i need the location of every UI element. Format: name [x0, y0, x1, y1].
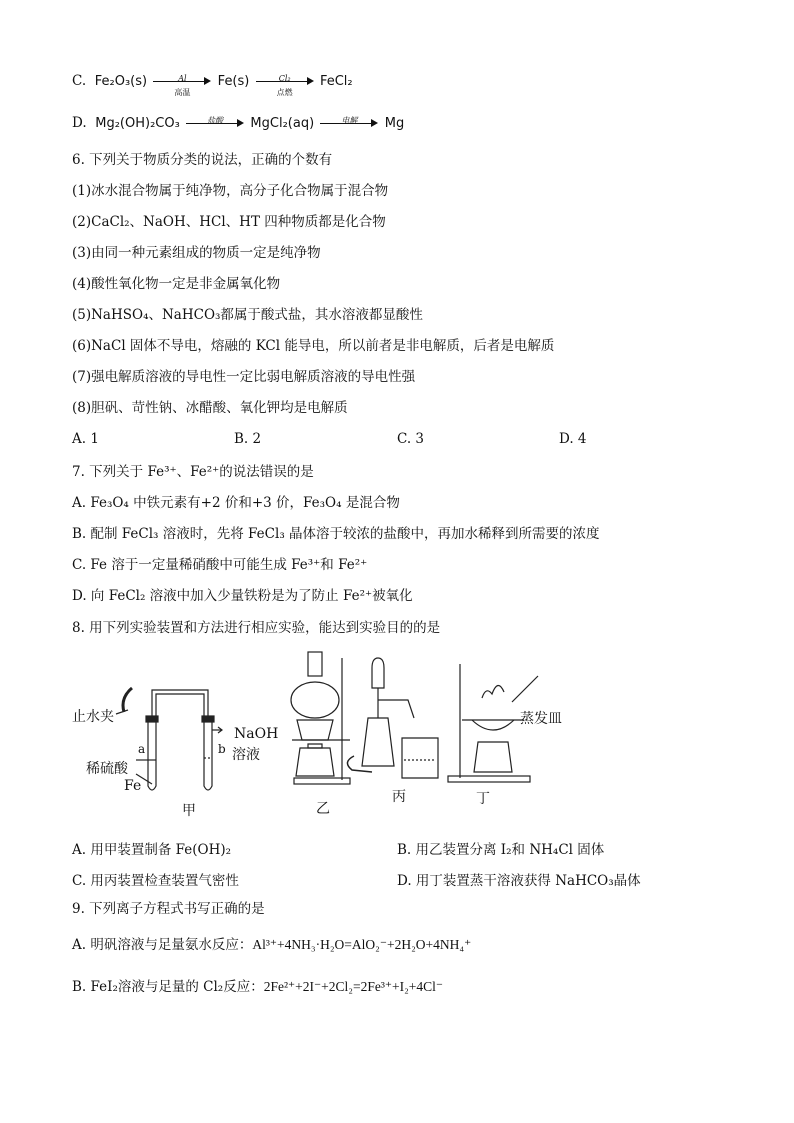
figure-label-yi: 乙	[316, 801, 330, 817]
question-6-stem: 6. 下列关于物质分类的说法，正确的个数有	[72, 152, 333, 168]
option-c-product: FeCl₂	[319, 74, 353, 89]
arrow-condition-top: Al	[178, 73, 187, 83]
option-d-reactant: Mg₂(OH)₂CO₃	[95, 116, 180, 131]
option-c-label: C.	[72, 73, 87, 89]
arrow-condition-bottom: 点燃	[276, 87, 293, 97]
question-8-option-d[interactable]: D. 用丁装置蒸干溶液获得 NaHCO₃晶体	[397, 873, 641, 889]
question-6-option-c[interactable]: C. 3	[397, 431, 425, 447]
option-c-mid: Fe(s)	[217, 74, 250, 89]
question-8-option-c[interactable]: C. 用丙装置检查装置气密性	[72, 873, 239, 889]
reaction-arrow-3	[186, 115, 244, 133]
option-c-line	[72, 72, 353, 97]
figure-label-bing: 丙	[392, 789, 406, 805]
question-8-option-b[interactable]: B. 用乙装置分离 I₂和 NH₄Cl 固体	[397, 842, 605, 858]
reaction-arrow-1	[153, 73, 211, 97]
question-8-stem: 8. 用下列实验装置和方法进行相应实验，能达到实验目的的是	[72, 620, 441, 636]
question-9-option-b-equation: 2Fe²⁺+2I⁻+2Cl₂=2Fe³⁺+I₂+4Cl⁻	[263, 979, 444, 994]
figure-label-solution: 溶液	[232, 747, 260, 763]
question-6-item: (7)强电解质溶液的导电性一定比弱电解质溶液的导电性强	[72, 369, 416, 385]
question-6-item: (3)由同一种元素组成的物质一定是纯净物	[72, 245, 321, 261]
arrow-condition-top: 盐酸	[207, 115, 224, 125]
option-d-label: D.	[72, 115, 87, 131]
arrow-condition-bottom: 高温	[174, 87, 191, 97]
figure-label-a: a	[138, 742, 146, 756]
apparatus-drawing	[72, 648, 592, 823]
figure-label-jia: 甲	[182, 803, 196, 819]
figure-label-ding: 丁	[476, 791, 490, 807]
question-6-item: (5)NaHSO₄、NaHCO₃都属于酸式盐，其水溶液都显酸性	[72, 307, 423, 323]
question-6-item: (4)酸性氧化物一定是非金属氧化物	[72, 276, 281, 292]
question-6-item: (6)NaCl 固体不导电，熔融的 KCl 能导电，所以前者是非电解质，后者是电解质	[72, 338, 555, 354]
question-9-option-b-label: B. FeI₂溶液与足量的 Cl₂反应：	[72, 979, 264, 995]
question-6-item: (8)胆矾、苛性钠、冰醋酸、氧化钾均是电解质	[72, 400, 348, 416]
question-6-option-a[interactable]: A. 1	[72, 431, 99, 447]
question-6-option-b[interactable]: B. 2	[234, 431, 262, 447]
option-d-line	[72, 114, 404, 133]
question-7-option-c[interactable]: C. Fe 溶于一定量稀硝酸中可能生成 Fe³⁺和 Fe²⁺	[72, 557, 368, 573]
question-7-stem: 7. 下列关于 Fe³⁺、Fe²⁺的说法错误的是	[72, 464, 314, 480]
question-9-stem: 9. 下列离子方程式书写正确的是	[72, 901, 265, 917]
figure-label-acid: 稀硫酸	[86, 761, 128, 777]
question-7-option-a[interactable]: A. Fe₃O₄ 中铁元素有+2 价和+3 价，Fe₃O₄ 是混合物	[72, 495, 400, 511]
figure-label-dish: 蒸发皿	[520, 711, 562, 727]
arrow-condition-top: 电解	[341, 115, 358, 125]
figure-label-b: b	[218, 742, 226, 756]
question-6-item: (2)CaCl₂、NaOH、HCl、HT 四种物质都是化合物	[72, 214, 386, 230]
question-7-option-d[interactable]: D. 向 FeCl₂ 溶液中加入少量铁粉是为了防止 Fe²⁺被氧化	[72, 588, 413, 604]
question-9-option-a[interactable]	[72, 936, 471, 954]
question-7-option-b[interactable]: B. 配制 FeCl₃ 溶液时，先将 FeCl₃ 晶体溶于较浓的盐酸中，再加水稀释到所需要的浓度	[72, 526, 600, 542]
figure-label-fe: Fe	[124, 778, 142, 794]
option-d-product: Mg	[384, 116, 405, 131]
question-6-item: (1)冰水混合物属于纯净物，高分子化合物属于混合物	[72, 183, 389, 199]
question-9-option-b[interactable]	[72, 978, 443, 996]
option-d-mid: MgCl₂(aq)	[250, 116, 315, 131]
question-9-option-a-equation: Al³⁺+4NH₃·H₂O=AlO₂⁻+2H₂O+4NH₄⁺	[252, 937, 472, 952]
figure-label-naoh: NaOH	[234, 726, 279, 742]
apparatus-figure	[72, 648, 592, 823]
question-8-option-a[interactable]: A. 用甲装置制备 Fe(OH)₂	[72, 842, 232, 858]
arrow-condition-top: Cl₂	[278, 73, 291, 83]
reaction-arrow-2	[256, 73, 314, 97]
option-c-reactant: Fe₂O₃(s)	[94, 74, 148, 89]
question-6-option-d[interactable]: D. 4	[559, 431, 587, 447]
reaction-arrow-4	[320, 115, 378, 133]
question-9-option-a-label: A. 明矾溶液与足量氨水反应：	[72, 937, 253, 953]
figure-label-clip: 止水夹	[72, 709, 114, 725]
